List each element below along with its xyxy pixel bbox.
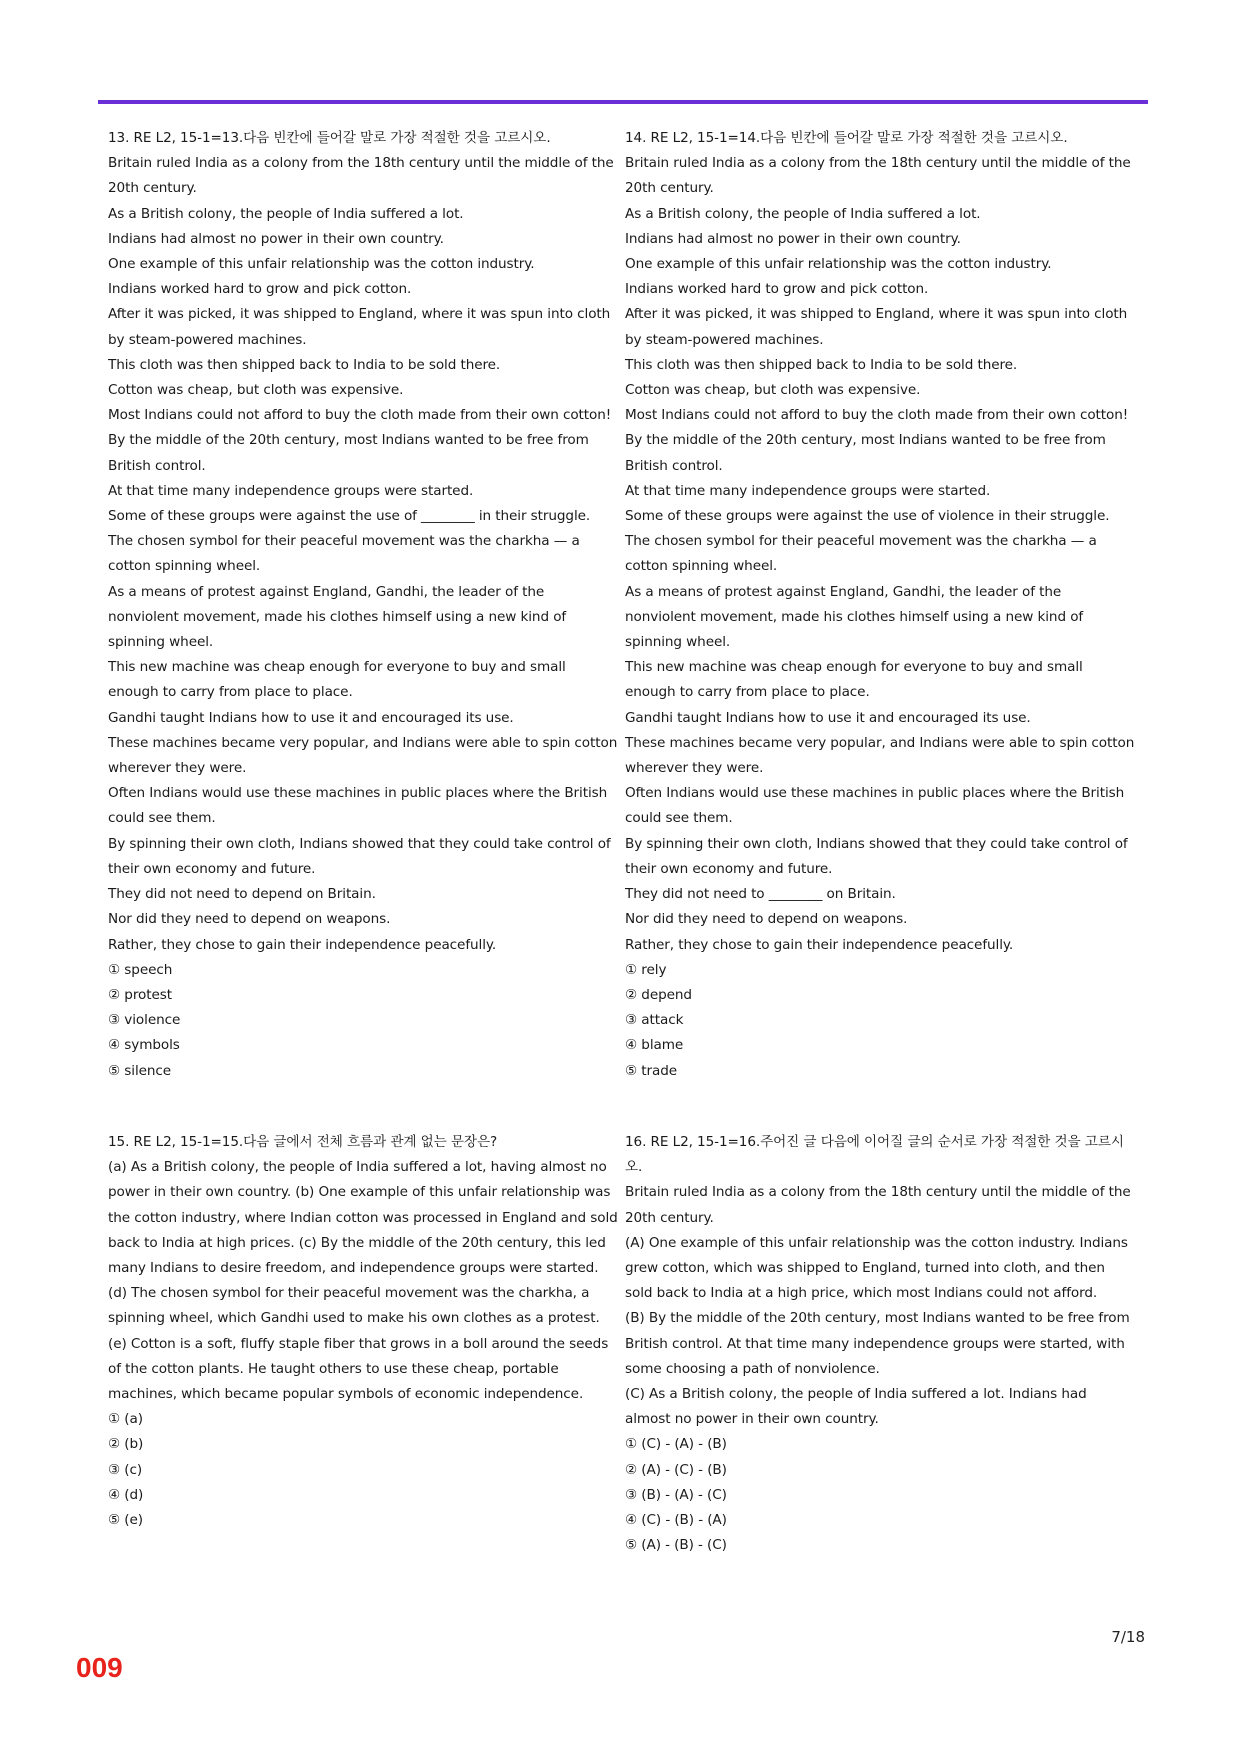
- passage-line: This new machine was cheap enough for everyone to buy and small enough to carry from place to place.: [625, 659, 1083, 701]
- passage-line: (a) As a British colony, the people of India suffered a lot, having almost no power in their own country. (b) One example of this unfair relationship was the cotton industry, where Indian cotton was processed in England and sold back to India at high prices. (c) By the middle of the 20th century, this led many Indians to desire freedom, and independence groups were started. (d) The chosen symbol for their peaceful movement was the charkha, a spinning wheel, which Gandhi used to make his own clothes as a protest. (e) Cotton is a soft, fluffy staple fiber that grows in a boll around the seeds of the cotton plants. He taught others to use these cheap, portable machines, which became popular symbols of economic independence.: [108, 1159, 618, 1403]
- question-14: [625, 126, 1135, 1084]
- passage-line: Rather, they chose to gain their independence peacefully.: [108, 936, 497, 953]
- answer-choice[interactable]: ⑤ silence: [108, 1062, 172, 1079]
- answer-choice[interactable]: ① (a): [108, 1411, 143, 1428]
- passage-line: These machines became very popular, and Indians were able to spin cotton wherever they were.: [625, 734, 1135, 777]
- passage-line: Britain ruled India as a colony from the 18th century until the middle of the 20th century.: [625, 1184, 1131, 1226]
- question-header: 15. RE L2, 15-1=15.다음 글에서 전체 흐름과 관계 없는 문장은?: [108, 1134, 498, 1150]
- passage-line: By spinning their own cloth, Indians showed that they could take control of their own economy and future.: [625, 835, 1128, 877]
- passage-line: The chosen symbol for their peaceful movement was the charkha — a cotton spinning wheel.: [625, 533, 1097, 575]
- page-number: 7/18: [1111, 1628, 1145, 1646]
- answer-choice[interactable]: ② (b): [108, 1436, 144, 1453]
- passage-line: This cloth was then shipped back to India to be sold there.: [108, 356, 501, 373]
- passage-line: By spinning their own cloth, Indians showed that they could take control of their own economy and future.: [108, 835, 611, 877]
- passage-line: Often Indians would use these machines in public places where the British could see them.: [108, 785, 608, 827]
- passage-line: By the middle of the 20th century, most Indians wanted to be free from British control.: [108, 432, 589, 474]
- answer-choice[interactable]: ④ blame: [625, 1037, 684, 1054]
- passage-line: As a British colony, the people of India suffered a lot.: [625, 205, 981, 222]
- passage-line: This new machine was cheap enough for everyone to buy and small enough to carry from place to place.: [108, 659, 566, 701]
- passage-line: At that time many independence groups were started.: [108, 482, 474, 499]
- answer-choices: [108, 1407, 618, 1533]
- passage-line: (B) By the middle of the 20th century, most Indians wanted to be free from British control. At that time many independence groups were started, with some choosing a path of nonviolence.: [625, 1310, 1130, 1377]
- question-16: [625, 1130, 1135, 1558]
- passage-line: The chosen symbol for their peaceful movement was the charkha — a cotton spinning wheel.: [108, 533, 580, 575]
- answer-choice[interactable]: ⑤ (e): [108, 1512, 143, 1529]
- passage-line: Gandhi taught Indians how to use it and encouraged its use.: [625, 709, 1031, 726]
- question-header: 16. RE L2, 15-1=16.주어진 글 다음에 이어질 글의 순서로 가장 적절한 것을 고르시오.: [625, 1134, 1124, 1176]
- passage: [625, 1180, 1135, 1432]
- answer-choice[interactable]: ⑤ trade: [625, 1062, 678, 1079]
- passage-line: As a means of protest against England, Gandhi, the leader of the nonviolent movement, made his clothes himself using a new kind of spinning wheel.: [625, 583, 1084, 651]
- passage-line: Indians worked hard to grow and pick cotton.: [108, 281, 412, 298]
- answer-choice[interactable]: ③ attack: [625, 1012, 684, 1029]
- answer-choice[interactable]: ① rely: [625, 961, 667, 978]
- answer-choice[interactable]: ⑤ (A) - (B) - (C): [625, 1537, 727, 1554]
- passage-line: Indians worked hard to grow and pick cotton.: [625, 281, 929, 298]
- answer-choice[interactable]: ② depend: [625, 986, 692, 1003]
- answer-choices: [625, 958, 1135, 1084]
- brand-logo: 009: [76, 1652, 123, 1683]
- passage-line: (C) As a British colony, the people of India suffered a lot. Indians had almost no power in their own country.: [625, 1386, 1087, 1428]
- question-15: [108, 1130, 618, 1533]
- passage-line: Britain ruled India as a colony from the 18th century until the middle of the 20th century.: [108, 155, 614, 197]
- passage-line: Cotton was cheap, but cloth was expensive.: [108, 382, 404, 399]
- passage-line: Rather, they chose to gain their independence peacefully.: [625, 936, 1014, 953]
- passage-line: Nor did they need to depend on weapons.: [625, 911, 908, 928]
- passage-line: This cloth was then shipped back to India to be sold there.: [625, 356, 1018, 373]
- passage-line: Most Indians could not afford to buy the cloth made from their own cotton!: [625, 407, 1129, 424]
- passage-line: Most Indians could not afford to buy the cloth made from their own cotton!: [108, 407, 612, 424]
- passage-line: After it was picked, it was shipped to England, where it was spun into cloth by steam-powered machines.: [625, 306, 1128, 348]
- passage-line: Cotton was cheap, but cloth was expensive.: [625, 382, 921, 399]
- passage-line: Indians had almost no power in their own country.: [108, 230, 444, 247]
- passage-line: Nor did they need to depend on weapons.: [108, 911, 391, 928]
- passage: [625, 151, 1135, 958]
- passage-line: After it was picked, it was shipped to England, where it was spun into cloth by steam-powered machines.: [108, 306, 611, 348]
- passage-line: They did not need to depend on Britain.: [108, 886, 376, 903]
- passage-line: They did not need to ________ on Britain.: [625, 886, 896, 903]
- passage-line: Some of these groups were against the use of violence in their struggle.: [625, 508, 1110, 525]
- answer-choice[interactable]: ① speech: [108, 961, 173, 978]
- passage-line: By the middle of the 20th century, most Indians wanted to be free from British control.: [625, 432, 1106, 474]
- answer-choices: [625, 1432, 1135, 1558]
- answer-choice[interactable]: ③ (B) - (A) - (C): [625, 1486, 727, 1503]
- passage-line: At that time many independence groups were started.: [625, 482, 991, 499]
- passage-line: One example of this unfair relationship was the cotton industry.: [108, 256, 535, 273]
- passage-line: Some of these groups were against the use of ________ in their struggle.: [108, 508, 591, 525]
- top-divider: [98, 100, 1148, 104]
- passage-line: (A) One example of this unfair relationship was the cotton industry. Indians grew cotton, which was shipped to England, turned into cloth, and then sold back to India at a high price, which most Indians could not afford.: [625, 1234, 1128, 1302]
- passage-line: One example of this unfair relationship was the cotton industry.: [625, 256, 1052, 273]
- answer-choice[interactable]: ④ (C) - (B) - (A): [625, 1512, 727, 1529]
- answer-choice[interactable]: ③ (c): [108, 1461, 143, 1478]
- passage-line: As a British colony, the people of India suffered a lot.: [108, 205, 464, 222]
- passage-line: Indians had almost no power in their own country.: [625, 230, 961, 247]
- answer-choice[interactable]: ④ (d): [108, 1486, 144, 1503]
- passage: [108, 1155, 618, 1407]
- answer-choices: [108, 958, 618, 1084]
- question-header: 13. RE L2, 15-1=13.다음 빈칸에 들어갈 말로 가장 적절한 것을 고르시오.: [108, 130, 551, 146]
- passage: [108, 151, 618, 958]
- answer-choice[interactable]: ② (A) - (C) - (B): [625, 1461, 727, 1478]
- answer-choice[interactable]: ① (C) - (A) - (B): [625, 1436, 727, 1453]
- passage-line: These machines became very popular, and Indians were able to spin cotton wherever they were.: [108, 734, 618, 777]
- question-header: 14. RE L2, 15-1=14.다음 빈칸에 들어갈 말로 가장 적절한 것을 고르시오.: [625, 130, 1068, 146]
- answer-choice[interactable]: ④ symbols: [108, 1037, 180, 1054]
- passage-line: As a means of protest against England, Gandhi, the leader of the nonviolent movement, made his clothes himself using a new kind of spinning wheel.: [108, 583, 567, 651]
- answer-choice[interactable]: ③ violence: [108, 1012, 181, 1029]
- passage-line: Gandhi taught Indians how to use it and encouraged its use.: [108, 709, 514, 726]
- passage-line: Britain ruled India as a colony from the 18th century until the middle of the 20th century.: [625, 155, 1131, 197]
- answer-choice[interactable]: ② protest: [108, 986, 172, 1003]
- question-13: [108, 126, 618, 1084]
- passage-line: Often Indians would use these machines in public places where the British could see them.: [625, 785, 1125, 827]
